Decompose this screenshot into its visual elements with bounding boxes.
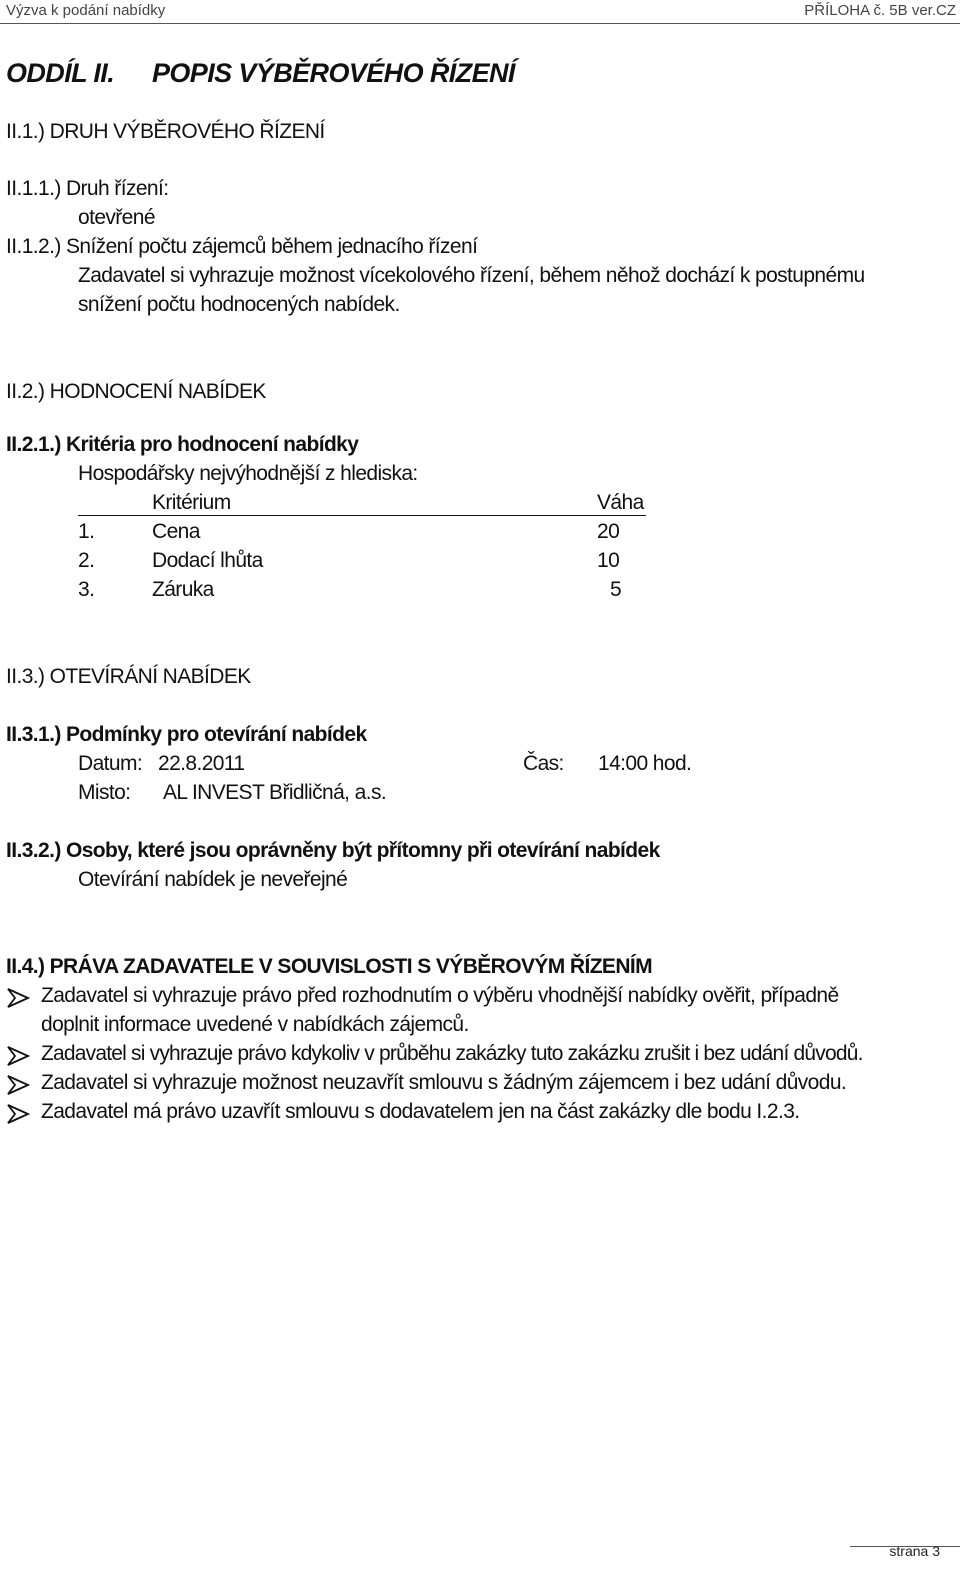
bullet-arrow-icon — [6, 1074, 30, 1096]
date-label: Datum: — [78, 752, 143, 775]
paragraph-line: Zadavatel si vyhrazuje možnost vícekolového řízení, během něhož dochází k postupnému — [78, 264, 865, 287]
time-value: 14:00 hod. — [598, 752, 692, 775]
bullet-text: Zadavatel má právo uzavřít smlouvu s dodavatelem jen na část zakázky dle bodu I.2.3. — [41, 1100, 800, 1123]
criterion-number: 2. — [78, 549, 95, 572]
page-number: strana 3 — [889, 1543, 940, 1559]
criterion-number: 3. — [78, 578, 95, 601]
table-header-rule — [78, 515, 646, 516]
section-title: POPIS VÝBĚROVÉHO ŘÍZENÍ — [152, 58, 515, 88]
criterion-weight: 10 — [597, 549, 620, 572]
paragraph-line: snížení počtu hodnocených nabídek. — [78, 293, 400, 316]
date-value: 22.8.2011 — [158, 752, 245, 775]
bullet-text: Zadavatel si vyhrazuje právo před rozhodnutím o výběru vhodnější nabídky ověřit, případně — [41, 984, 839, 1007]
bullet-text: doplnit informace uvedené v nabídkách zájemců. — [41, 1013, 469, 1036]
criterion-weight: 5 — [610, 578, 622, 601]
heading-ii-4: II.4.) PRÁVA ZADAVATELE V SOUVISLOSTI S VÝBĚROVÝM ŘÍZENÍM — [6, 955, 653, 978]
opening-publicity-text: Otevírání nabídek je neveřejné — [78, 868, 348, 891]
place-value: AL INVEST Břidličná, a.s. — [163, 781, 387, 804]
bullet-arrow-icon — [6, 1103, 30, 1125]
criterion-name: Cena — [152, 520, 200, 543]
heading-ii-3: II.3.) OTEVÍRÁNÍ NABÍDEK — [6, 665, 251, 688]
bullet-arrow-icon — [6, 987, 30, 1009]
header-attachment-label: PŘÍLOHA č. 5B ver.CZ — [804, 2, 956, 19]
heading-ii-1-2: II.1.2.) Snížení počtu zájemců během jednacího řízení — [6, 235, 478, 258]
criteria-intro: Hospodářsky nejvýhodnější z hlediska: — [78, 462, 418, 485]
section-number: ODDÍL II. — [6, 58, 115, 88]
heading-ii-2: II.2.) HODNOCENÍ NABÍDEK — [6, 380, 266, 403]
criterion-name: Záruka — [152, 578, 214, 601]
header-rule — [0, 23, 960, 24]
header-document-title: Výzva k podání nabídky — [6, 2, 166, 19]
time-label: Čas: — [523, 752, 564, 775]
heading-ii-1: II.1.) DRUH VÝBĚROVÉHO ŘÍZENÍ — [6, 120, 325, 143]
heading-ii-3-1: II.3.1.) Podmínky pro otevírání nabídek — [6, 723, 367, 746]
place-label: Misto: — [78, 781, 131, 804]
table-header-criterion: Kritérium — [152, 491, 231, 514]
procedure-type-value: otevřené — [78, 206, 155, 229]
bullet-arrow-icon — [6, 1045, 30, 1067]
heading-ii-3-2: II.3.2.) Osoby, které jsou oprávněny být přítomny při otevírání nabídek — [6, 839, 660, 862]
criterion-name: Dodací lhůta — [152, 549, 263, 572]
heading-ii-1-1: II.1.1.) Druh řízení: — [6, 177, 169, 200]
criterion-weight: 20 — [597, 520, 620, 543]
heading-ii-2-1: II.2.1.) Kritéria pro hodnocení nabídky — [6, 433, 359, 456]
criterion-number: 1. — [78, 520, 95, 543]
bullet-text: Zadavatel si vyhrazuje právo kdykoliv v průběhu zakázky tuto zakázku zrušit i bez udání důvodů. — [41, 1042, 863, 1065]
bullet-text: Zadavatel si vyhrazuje možnost neuzavřít smlouvu s žádným zájemcem i bez udání důvodu. — [41, 1071, 847, 1094]
table-header-weight: Váha — [597, 491, 644, 514]
